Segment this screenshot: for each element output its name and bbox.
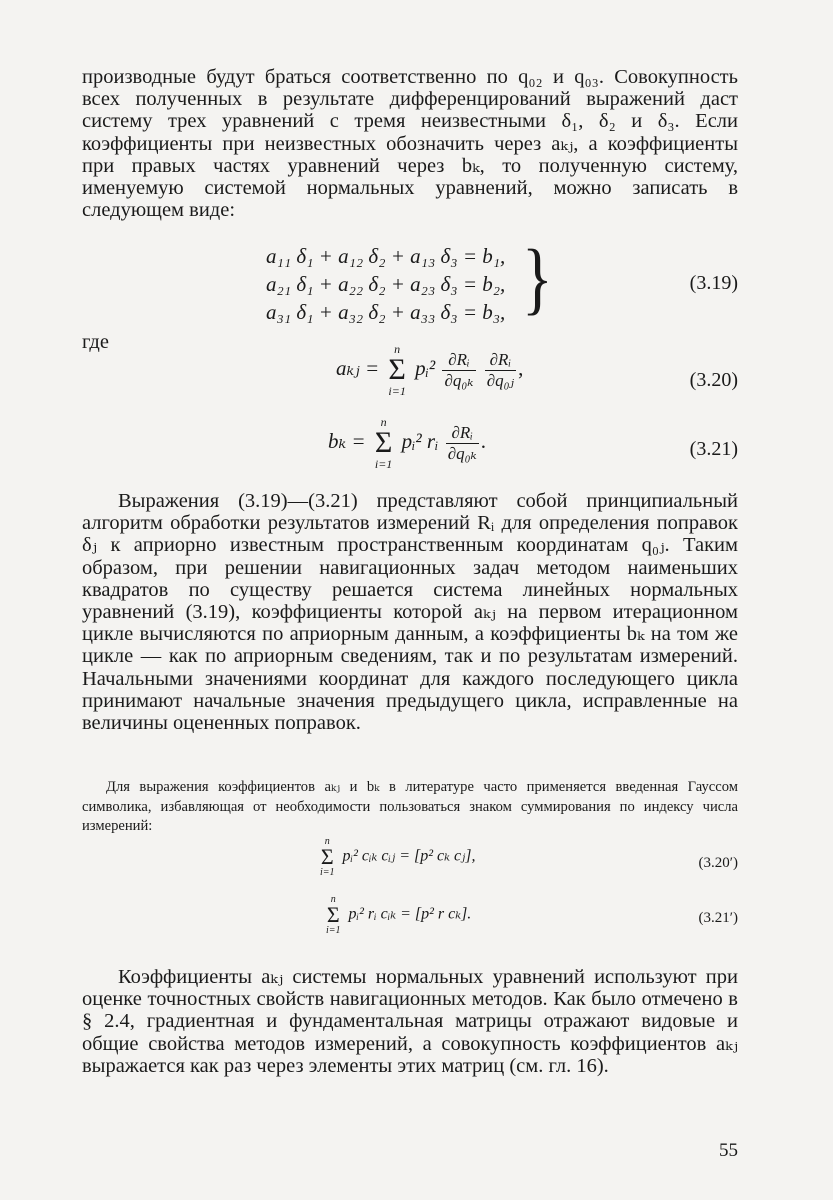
equation-3-20-fraction-2 [485, 350, 516, 390]
paragraph-coefficients-text: Коэффициенты aₖⱼ системы нормальных уравнений используют при оценке точностных свойств навигационных методов. Как было отмечено в § 2.4, градиентная и фундаментальная матрицы отражают видовые и общие свойства методов измерений, а совокупность коэффициентов aₖⱼ выражается как раз через элементы этих матриц (см. гл. 16). [82, 966, 738, 1077]
summation-sign-icon: Σ [326, 902, 340, 927]
paragraph-intro-text: производные будут браться соответственно по q₀₂ и q₀₃. Совокупность всех полученных в результате дифференцирований выражений даст систему трех уравнений с тремя неизвестными δ₁, δ₂ и δ₃. Если коэффициенты при неизвестных обозначить через aₖⱼ, а коэффициенты при правых частях уравнений через bₖ, то полученную систему, именуемую системой нормальных уравнений, можно записать в следующем виде: [82, 66, 738, 222]
equation-3-20-number: (3.20) [689, 369, 738, 391]
equation-3-21-prime-sum [326, 894, 341, 936]
equation-3-20-sum-bottom: i=1 [388, 384, 406, 398]
equation-3-20-fraction-1-num: ∂Rᵢ [442, 350, 475, 371]
equation-3-19-brace: } [522, 233, 553, 322]
equation-3-20-prime-body: pᵢ² cᵢₖ cᵢⱼ = [p² cₖ cⱼ], [342, 847, 476, 865]
equation-3-20-fraction-2-den: ∂q₀ⱼ [486, 370, 515, 390]
equation-3-21-prime-body: pᵢ² rᵢ cᵢₖ = [p² r cₖ]. [348, 905, 472, 923]
equation-3-20-prime-sum [320, 836, 335, 878]
equation-3-21-term: pᵢ² rᵢ [401, 428, 439, 453]
equation-3-20-lhs: aₖⱼ = [336, 355, 380, 380]
equation-3-20-prime-sum-top: n [324, 836, 330, 847]
paragraph-algorithm-text: Выражения (3.19)—(3.21) представляют собой принципиальный алгоритм обработки результатов измерений Rᵢ для определения поправок δⱼ к априорно известным пространственным координатам q₀ⱼ. Таким образом, при решении навигационных задач методом наименьших квадратов по существу решается система линейных нормальных уравнений (3.19), коэффициенты которой aₖⱼ на первом итерационном цикле вычисляются по априорным данным, а коэффициенты bₖ на том же цикле — как по априорным сведениям, так и по результатам измерений. Начальными значениями координат для каждого последующего цикла принимают начальные значения предыдущего цикла, исправленные на величины оцененных поправок. [82, 490, 738, 735]
page-number: 55 [719, 1140, 738, 1161]
equation-3-20-prime-number: (3.20′) [698, 855, 738, 871]
equation-3-21-sum-bottom: i=1 [374, 457, 393, 471]
where-label: где [82, 331, 109, 353]
equation-3-20-fraction-2-num: ∂Rᵢ [485, 350, 516, 371]
equation-3-21-sum-top: n [380, 415, 387, 429]
equation-3-21-prime [322, 894, 471, 936]
equation-3-20-fraction-1-den: ∂q₀ₖ [444, 370, 474, 390]
equation-3-20-prime-sum-bottom: i=1 [320, 867, 335, 878]
equation-3-19 [266, 242, 505, 326]
paragraph-coefficients [82, 966, 738, 1077]
paragraph-note-text: Для выражения коэффициентов aₖⱼ и bₖ в литературе часто применяется введенная Гауссом символика, избавляющая от необходимости пользоваться знаком суммирования по индексу числа измерений: [82, 779, 738, 834]
equation-3-19-row-2: a₂₁ δ₁ + a₂₂ δ₂ + a₂₃ δ₃ = b₂, [266, 272, 506, 296]
paragraph-algorithm [82, 490, 738, 734]
equation-3-19-number: (3.19) [689, 272, 738, 294]
equation-3-21-sum [375, 415, 392, 471]
summation-sign-icon: Σ [320, 844, 334, 869]
equation-3-21-fraction-num: ∂Rᵢ [446, 423, 479, 444]
equation-3-19-row-1: a₁₁ δ₁ + a₁₂ δ₂ + a₁₃ δ₃ = b₁, [266, 244, 506, 268]
equation-3-21-fraction [446, 423, 479, 463]
summation-sign-icon: Σ [374, 426, 393, 459]
equation-3-19-row-3: a₃₁ δ₁ + a₃₂ δ₂ + a₃₃ δ₃ = b₃, [266, 300, 506, 324]
equation-3-21 [328, 415, 486, 471]
equation-3-20-prime [316, 836, 476, 878]
equation-3-20-tail: , [518, 355, 524, 380]
equation-3-20-fraction-1 [442, 350, 475, 390]
equation-3-21-prime-sum-top: n [330, 894, 336, 905]
equation-3-21-lhs: bₖ = [328, 428, 366, 453]
equation-3-20 [336, 342, 523, 398]
equation-3-20-sum-top: n [394, 342, 401, 356]
equation-3-21-prime-sum-bottom: i=1 [326, 925, 341, 936]
equation-3-20-term: pᵢ² [415, 355, 436, 380]
equation-3-21-prime-number: (3.21′) [698, 910, 738, 926]
equation-3-21-fraction-den: ∂q₀ₖ [447, 443, 477, 463]
equation-3-20-sum [388, 342, 405, 398]
equation-3-21-tail: . [480, 428, 486, 453]
paragraph-note [82, 778, 738, 837]
paragraph-intro [82, 66, 738, 221]
summation-sign-icon: Σ [388, 353, 406, 386]
equation-3-21-number: (3.21) [689, 438, 738, 460]
